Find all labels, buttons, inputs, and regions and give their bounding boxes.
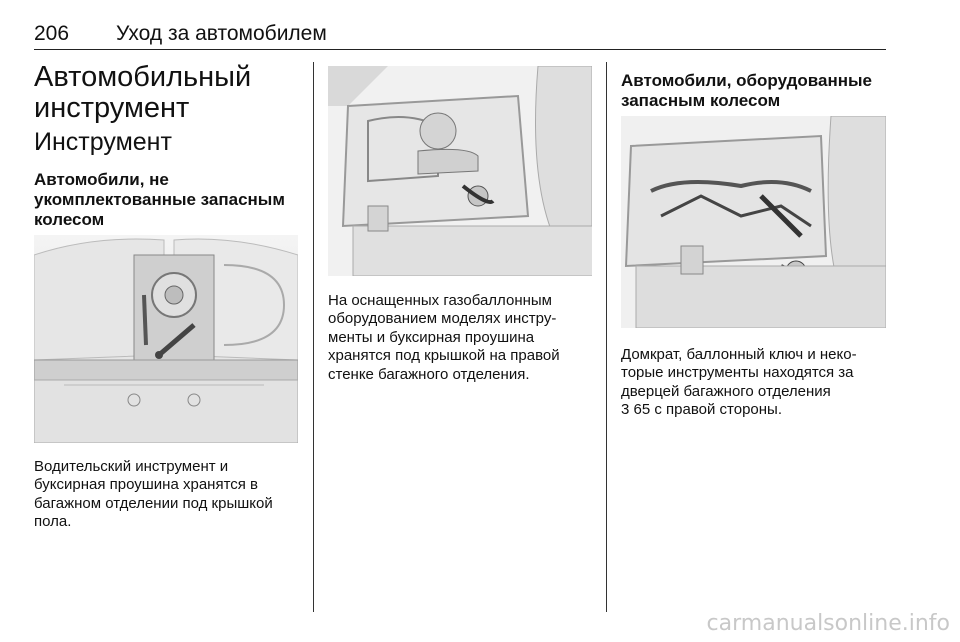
watermark: carmanualsonline.info: [706, 611, 950, 636]
right-main-text: Домкрат, баллонный ключ и неко-торые инструменты находятся за дверцей багажного отделения: [621, 346, 857, 400]
arrow-reference-icon: 3: [621, 401, 630, 419]
right-heading: Автомобили, оборудованные запасным колесом: [621, 71, 872, 110]
page-reference-link[interactable]: 65 с правой стороны.: [633, 401, 782, 419]
column-divider-1: [313, 62, 314, 612]
jack-and-wrench-illustration: [621, 116, 886, 328]
running-title: Уход за автомобилем: [116, 22, 327, 45]
left-caption: Водительский инструмент и буксирная проушина хранятся в багажном отделении под крышкой пола.: [34, 458, 273, 531]
column-divider-2: [606, 62, 607, 612]
tool-storage-floor-illustration: [34, 235, 298, 443]
right-text: [621, 346, 883, 420]
section-title: Автомобильный инструмент: [34, 61, 252, 124]
page-header: [34, 22, 886, 50]
header-rule: [34, 49, 886, 50]
tool-storage-sidewall-illustration: [328, 66, 592, 276]
section-subtitle: Инструмент: [34, 128, 172, 156]
page-number: 206: [34, 22, 70, 45]
left-heading: Автомобили, не укомплектованные запасным колесом: [34, 170, 285, 229]
middle-caption: На оснащенных газобаллонным оборудованием моделях инстру-менты и буксирная проушина хранятся под крышкой на правой стенке багажного отделения.: [328, 292, 560, 383]
